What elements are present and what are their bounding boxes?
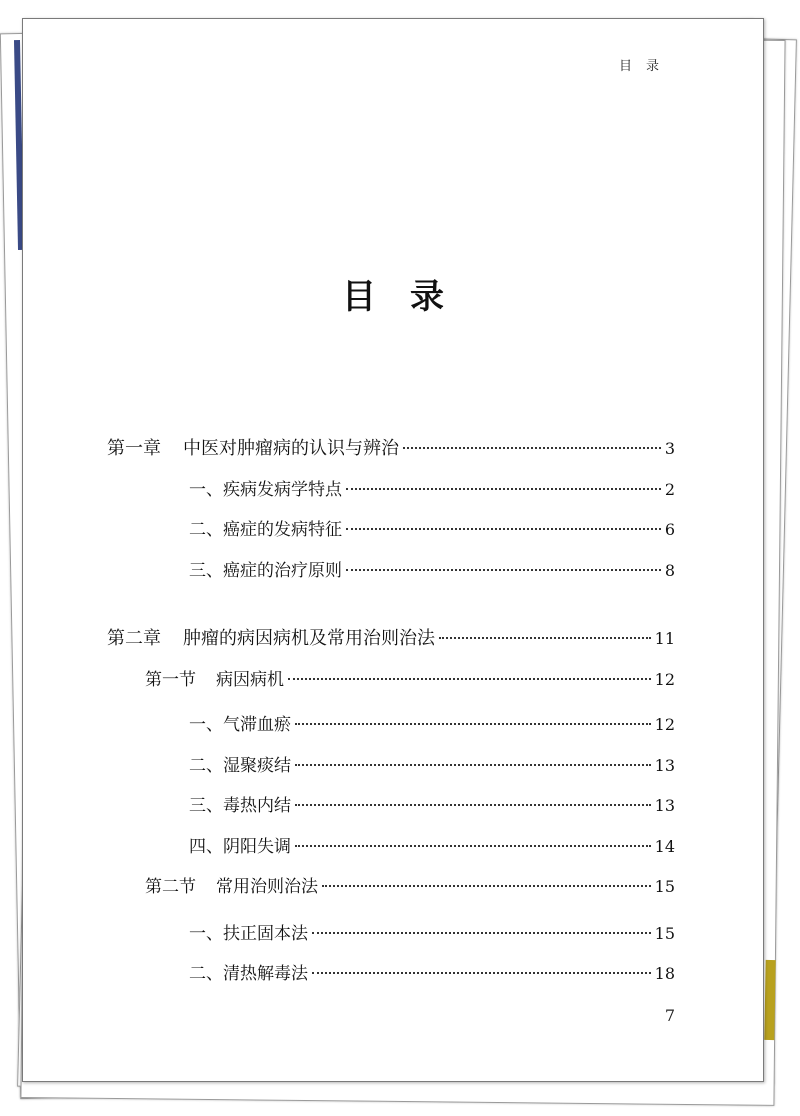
toc-page-number: 18 — [654, 964, 675, 983]
toc-label — [145, 668, 284, 692]
toc-item[interactable] — [107, 794, 675, 818]
toc-page-number: 11 — [654, 629, 675, 648]
toc-label — [145, 875, 318, 899]
toc-item[interactable] — [107, 835, 675, 859]
toc-page-number: 3 — [664, 439, 675, 458]
toc-item-title: 一、气滞血瘀 — [189, 715, 291, 735]
toc-page-number: 15 — [654, 924, 675, 943]
dot-leader — [322, 885, 651, 887]
dot-leader — [403, 447, 661, 449]
toc-item-title: 二、癌症的发病特征 — [189, 520, 342, 540]
section-number: 第一节 — [145, 670, 196, 690]
chapter-number: 第一章 — [107, 438, 161, 459]
dot-leader — [346, 488, 661, 490]
toc-label — [107, 437, 399, 461]
toc-page-number: 15 — [654, 877, 675, 896]
page-number: 7 — [664, 1006, 675, 1025]
toc-page-number: 6 — [664, 520, 675, 539]
toc-item[interactable] — [107, 962, 675, 986]
toc-item[interactable] — [107, 478, 675, 502]
chapter-title: 中医对肿瘤病的认识与辨治 — [183, 438, 399, 459]
toc-page — [22, 18, 764, 1082]
toc-page-number: 12 — [654, 715, 675, 734]
dot-leader — [312, 932, 651, 934]
running-head: 目录 — [618, 59, 673, 74]
toc-item-title: 二、清热解毒法 — [189, 964, 308, 984]
toc-item[interactable] — [107, 754, 675, 778]
toc-page-number: 13 — [654, 756, 675, 775]
dot-leader — [439, 637, 651, 639]
cover-edge — [764, 960, 775, 1040]
toc-item[interactable] — [107, 559, 675, 583]
dot-leader — [295, 723, 651, 725]
dot-leader — [295, 764, 651, 766]
toc-item-title: 三、毒热内结 — [189, 796, 291, 816]
toc-item-title: 二、湿聚痰结 — [189, 756, 291, 776]
toc-page-number: 13 — [654, 796, 675, 815]
page-title: 目录 — [342, 277, 478, 317]
toc-page-number: 8 — [664, 561, 675, 580]
toc-page-number: 2 — [664, 480, 675, 499]
toc-page-number: 12 — [654, 670, 675, 689]
toc-page-number: 14 — [654, 837, 675, 856]
toc-item-title: 四、阴阳失调 — [189, 837, 291, 857]
toc-item-title: 一、扶正固本法 — [189, 924, 308, 944]
dot-leader — [295, 845, 651, 847]
section-title: 常用治则治法 — [216, 877, 318, 897]
chapter-title: 肿瘤的病因病机及常用治则治法 — [183, 628, 435, 649]
toc-item-title: 三、癌症的治疗原则 — [189, 561, 342, 581]
toc-item-title: 一、疾病发病学特点 — [189, 480, 342, 500]
toc-section[interactable] — [107, 875, 675, 899]
toc-section[interactable] — [107, 668, 675, 692]
chapter-number: 第二章 — [107, 628, 161, 649]
dot-leader — [312, 972, 651, 974]
dot-leader — [346, 528, 661, 530]
toc-chapter[interactable] — [107, 627, 675, 651]
toc-chapter[interactable] — [107, 437, 675, 461]
dot-leader — [295, 804, 651, 806]
dot-leader — [288, 678, 651, 680]
toc-item[interactable] — [107, 518, 675, 542]
section-title: 病因病机 — [216, 670, 284, 690]
toc-item[interactable] — [107, 922, 675, 946]
toc-item[interactable] — [107, 713, 675, 737]
toc-label — [107, 627, 435, 651]
section-number: 第二节 — [145, 877, 196, 897]
dot-leader — [346, 569, 661, 571]
